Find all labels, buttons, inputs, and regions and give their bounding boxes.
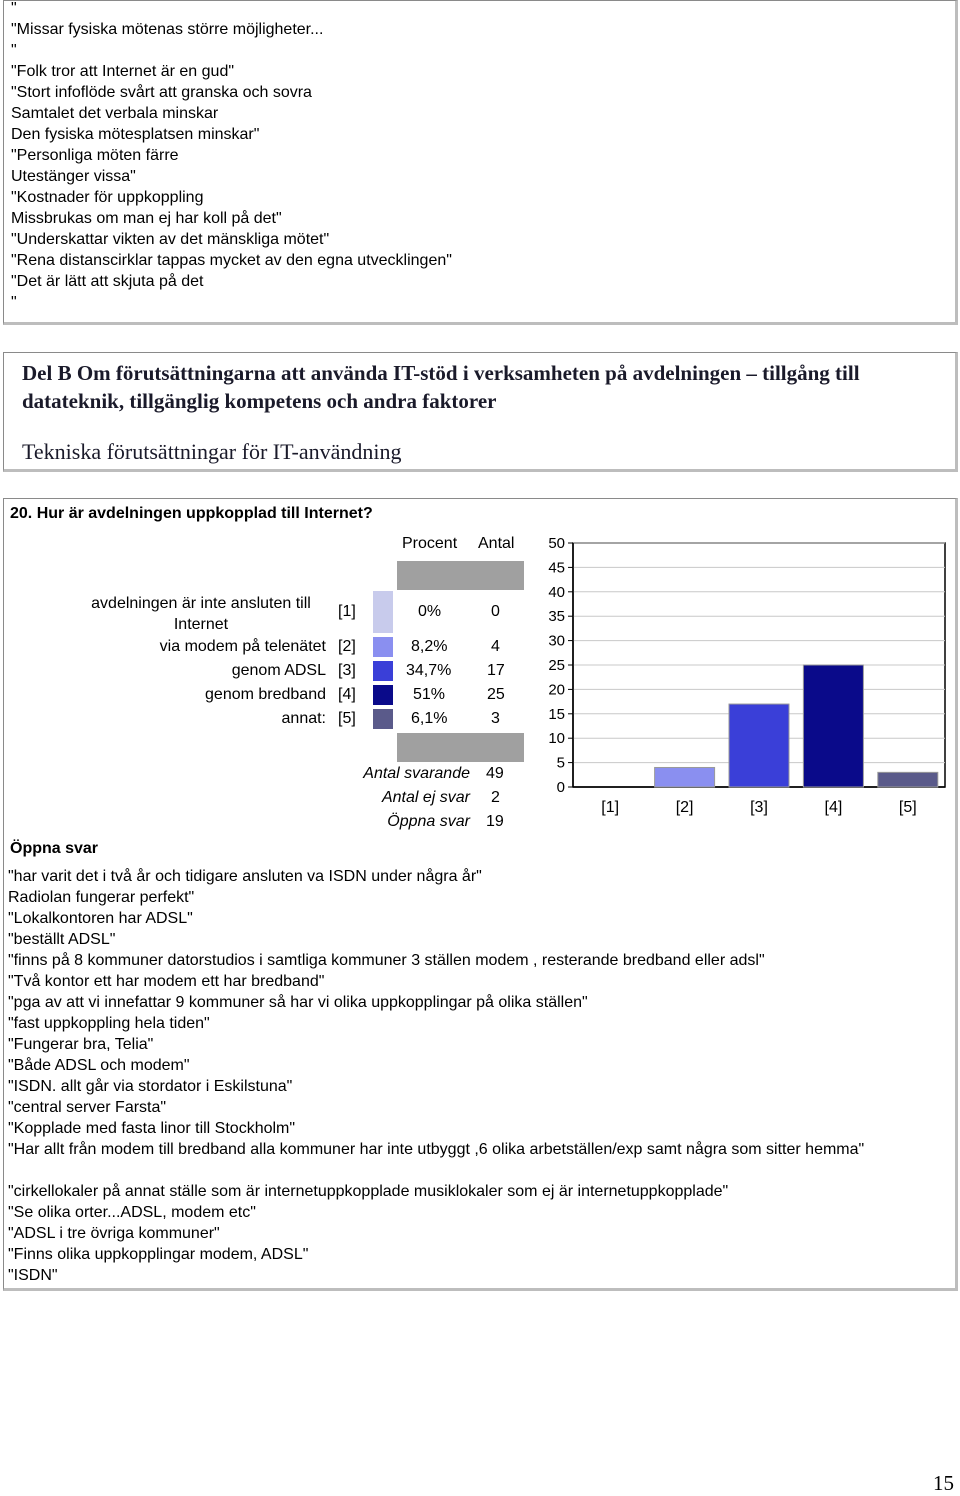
open-answer: "ADSL i tre övriga kommuner"	[8, 1225, 220, 1242]
comment-line: "	[11, 294, 17, 311]
open-answer: "Finns olika uppkopplingar modem, ADSL"	[8, 1246, 309, 1263]
open-answer: "fast uppkoppling hela tiden"	[8, 1015, 210, 1032]
y-tick-label: 45	[548, 559, 565, 577]
option-swatch	[373, 685, 393, 705]
option-swatch	[373, 591, 393, 633]
open-answer: "beställt ADSL"	[8, 931, 116, 948]
y-tick-label: 25	[548, 657, 565, 674]
option-count: 3	[491, 710, 500, 727]
y-tick-label: 50	[548, 535, 565, 552]
open-answer: "Se olika orter...ADSL, modem etc"	[8, 1204, 256, 1221]
comments-box	[3, 0, 958, 325]
page-number: 15	[933, 1471, 954, 1495]
option-percent: 8,2%	[411, 638, 448, 655]
option-count: 0	[491, 603, 500, 620]
x-tick-label: [4]	[824, 799, 843, 816]
open-answer: "ISDN. allt går via stordator i Eskilstuna"	[8, 1078, 293, 1095]
open-answer: Radiolan fungerar perfekt"	[8, 889, 195, 906]
open-answer: "Lokalkontoren har ADSL"	[8, 910, 193, 927]
comment-line: "Det är lätt att skjuta på det	[11, 273, 204, 290]
procent-header: Procent	[402, 535, 458, 552]
stat-value: 2	[491, 789, 500, 806]
open-answer: "Både ADSL och modem"	[8, 1057, 190, 1074]
open-answer: "central server Farsta"	[8, 1099, 167, 1116]
option-count: 25	[487, 686, 505, 703]
stat-value: 19	[486, 813, 504, 830]
open-answer: "Har allt från modem till bredband alla kommuner har inte utbyggt ,6 olika arbetställen/exp samt några som sitter hemma"	[8, 1141, 865, 1158]
option-label: avdelningen är inte ansluten till Internet	[91, 595, 311, 633]
x-tick-label: [3]	[750, 799, 768, 816]
option-label: via modem på telenätet	[159, 638, 326, 655]
y-tick-label: 20	[548, 681, 565, 699]
bar	[878, 772, 938, 787]
stat-value: 49	[486, 765, 504, 782]
antal-header: Antal	[478, 535, 515, 552]
comment-line: "Rena distanscirklar tappas mycket av den egna utvecklingen"	[11, 252, 452, 269]
y-tick-label: 30	[548, 632, 565, 650]
open-answer: "har varit det i två år och tidigare ansluten va ISDN under några år"	[8, 868, 482, 885]
option-code: [1]	[338, 603, 356, 620]
comment-line: "Kostnader för uppkoppling	[11, 189, 204, 206]
stat-label: Antal ej svar	[381, 789, 470, 806]
option-code: [3]	[338, 662, 356, 679]
bar	[729, 704, 789, 787]
bar	[803, 665, 863, 787]
option-percent: 34,7%	[406, 662, 452, 679]
stat-label: Öppna svar	[387, 813, 470, 830]
option-label: genom ADSL	[231, 662, 326, 679]
x-tick-label: [1]	[601, 799, 620, 816]
table-footer-band	[397, 733, 524, 762]
option-label: genom bredband	[205, 686, 326, 703]
option-label: annat:	[281, 710, 326, 727]
section-title: Del B Om förutsättningarna att använda IT-stöd i verksamheten på avdelningen – tillgång till datateknik, tillgänglig kompetens och andra faktorer	[22, 361, 860, 413]
option-swatch	[373, 637, 393, 657]
option-swatch	[373, 661, 393, 681]
open-answer: "pga av att vi innefattar 9 kommuner så har vi olika uppkopplingar på olika ställen"	[8, 994, 588, 1011]
comment-line: Missbrukas om man ej har koll på det"	[11, 210, 282, 227]
open-answer: "ISDN"	[8, 1267, 58, 1284]
comment-line: "Missar fysiska mötenas större möjligheter...	[11, 21, 324, 38]
comment-line: "Personliga möten färre	[11, 147, 179, 164]
option-code: [4]	[338, 686, 356, 703]
comment-line: Samtalet det verbala minskar	[11, 105, 219, 122]
table-header-band	[397, 561, 524, 590]
stat-label: Antal svarande	[363, 765, 470, 782]
open-answer: "Kopplade med fasta linor till Stockholm"	[8, 1120, 296, 1137]
option-count: 17	[487, 662, 505, 679]
option-code: [5]	[338, 710, 356, 727]
comment-line: "	[11, 42, 17, 59]
option-percent: 0%	[418, 603, 442, 620]
bar-chart	[535, 535, 955, 825]
comment-line: "Stort infoflöde svårt att granska och sovra	[11, 84, 312, 101]
question-title: 20. Hur är avdelningen uppkopplad till Internet?	[10, 505, 373, 522]
comment-line: "Folk tror att Internet är en gud"	[11, 63, 235, 80]
comment-line: Den fysiska mötesplatsen minskar"	[11, 126, 260, 143]
option-code: [2]	[338, 638, 356, 655]
comment-line: Utestänger vissa"	[11, 168, 136, 185]
x-tick-label: [5]	[898, 799, 917, 816]
option-percent: 51%	[413, 686, 446, 703]
open-answer: "finns på 8 kommuner datorstudios i samtliga kommuner 3 ställen modem , resterande bredband eller adsl"	[8, 952, 765, 969]
x-tick-label: [2]	[675, 799, 694, 816]
comment-line: "Underskattar vikten av det mänskliga mötet"	[11, 231, 330, 248]
y-tick-label: 5	[556, 754, 565, 772]
section-header	[3, 352, 958, 472]
y-tick-label: 10	[548, 730, 565, 748]
option-percent: 6,1%	[411, 710, 448, 727]
bar	[655, 767, 715, 787]
open-answer: "Två kontor ett har modem ett har bredband"	[8, 973, 325, 990]
y-tick-label: 40	[548, 583, 565, 601]
comment-line: "	[11, 0, 17, 17]
y-tick-label: 15	[548, 705, 565, 723]
y-tick-label: 35	[548, 608, 565, 626]
open-answers-title: Öppna svar	[10, 840, 99, 857]
option-count: 4	[491, 638, 500, 655]
option-swatch	[373, 709, 393, 729]
y-tick-label: 0	[556, 779, 565, 796]
open-answer: "Fungerar bra, Telia"	[8, 1036, 154, 1053]
section-subtitle: Tekniska förutsättningar för IT-användning	[22, 439, 402, 464]
open-answer: "cirkellokaler på annat ställe som är internetuppkopplade musiklokaler som ej är internetuppkopplade"	[8, 1183, 729, 1200]
